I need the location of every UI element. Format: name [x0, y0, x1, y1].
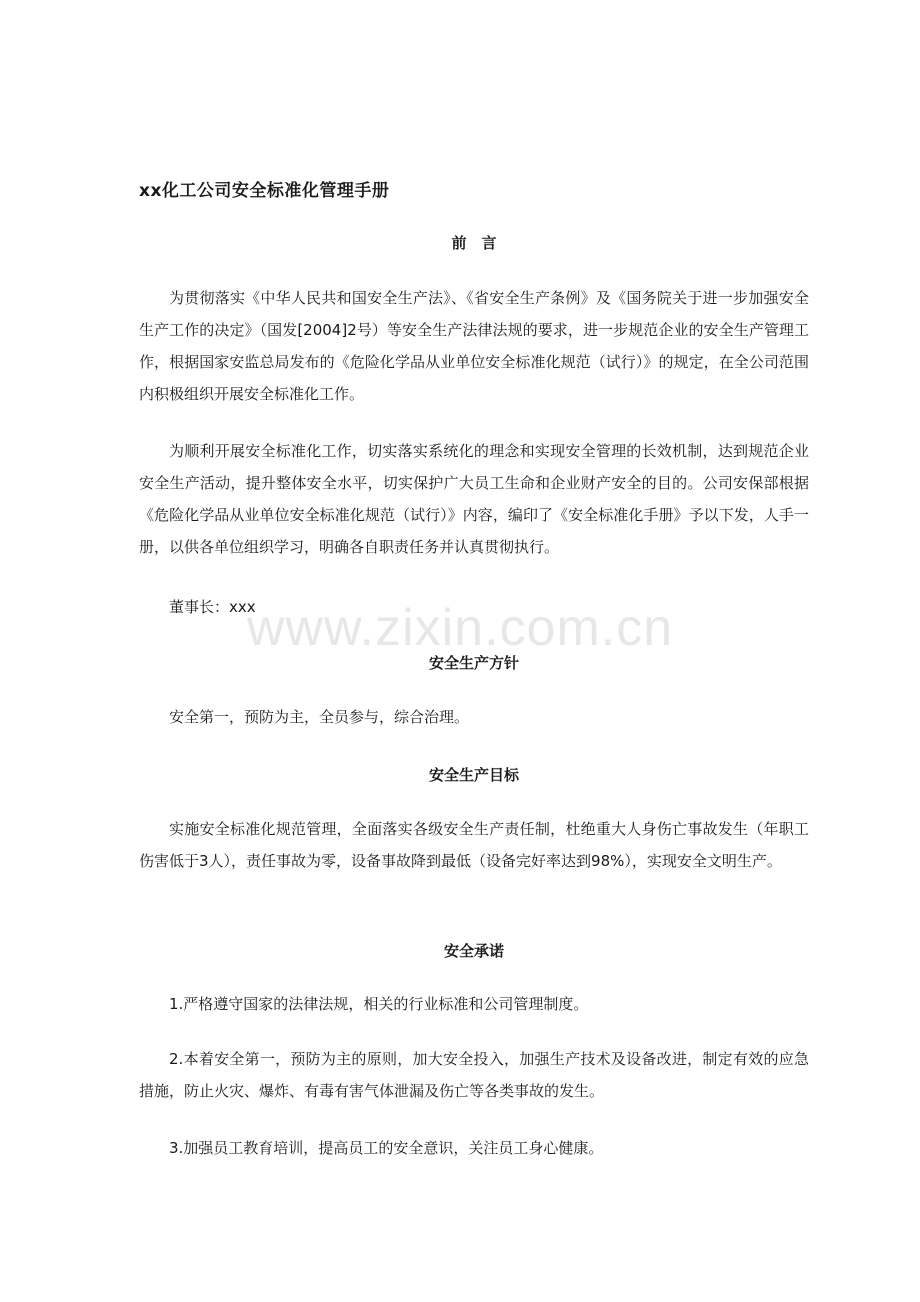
watermark: www.zixin.com.cn [246, 599, 674, 657]
goal-heading: 安全生产目标 [428, 766, 519, 784]
commitment-item-1: 1.严格遵守国家的法律法规，相关的行业标准和公司管理制度。 [169, 995, 589, 1013]
commitment-heading: 安全承诺 [443, 942, 504, 960]
preface-paragraph-2: 为顺利开展安全标准化工作，切实落实系统化的理念和实现安全管理的长效机制，达到规范企业安全生产活动，提升整体安全水平，切实保护广大员工生命和企业财产安全的目的。公司安保部根据《危险化学品从业单位安全标准化规范（试行）》内容，编印了《安全标准化手册》予以下发，人手一册，以供各单位组织学习，明确各自职责任务并认真贯彻执行。 [139, 442, 809, 556]
document-title: xx化工公司安全标准化管理手册 [139, 181, 390, 201]
policy-heading: 安全生产方针 [428, 654, 519, 672]
goal-text: 实施安全标准化规范管理，全面落实各级安全生产责任制，杜绝重大人身伤亡事故发生（年职工伤害低于3人），责任事故为零，设备事故降到最低（设备完好率达到98%），实现安全文明生产。 [139, 820, 809, 870]
policy-text: 安全第一，预防为主，全员参与，综合治理。 [169, 708, 470, 726]
preface-heading: 前 言 [451, 234, 497, 252]
signature: 董事长：xxx [169, 598, 256, 616]
commitment-item-3: 3.加强员工教育培训，提高员工的安全意识，关注员工身心健康。 [169, 1139, 604, 1157]
preface-paragraph-1: 为贯彻落实《中华人民共和国安全生产法》、《省安全生产条例》及《国务院关于进一步加强安全生产工作的决定》（国发[2004]2号）等安全生产法律法规的要求，进一步规范企业的安全生产管理工作，根据国家安监总局发布的《危险化学品从业单位安全标准化规范（试行）》的规定，在全公司范围内积极组织开展安全标准化工作。 [139, 289, 809, 403]
commitment-item-2: 2.本着安全第一，预防为主的原则，加大安全投入，加强生产技术及设备改进，制定有效的应急措施，防止火灾、爆炸、有毒有害气体泄漏及伤亡等各类事故的发生。 [139, 1050, 809, 1100]
